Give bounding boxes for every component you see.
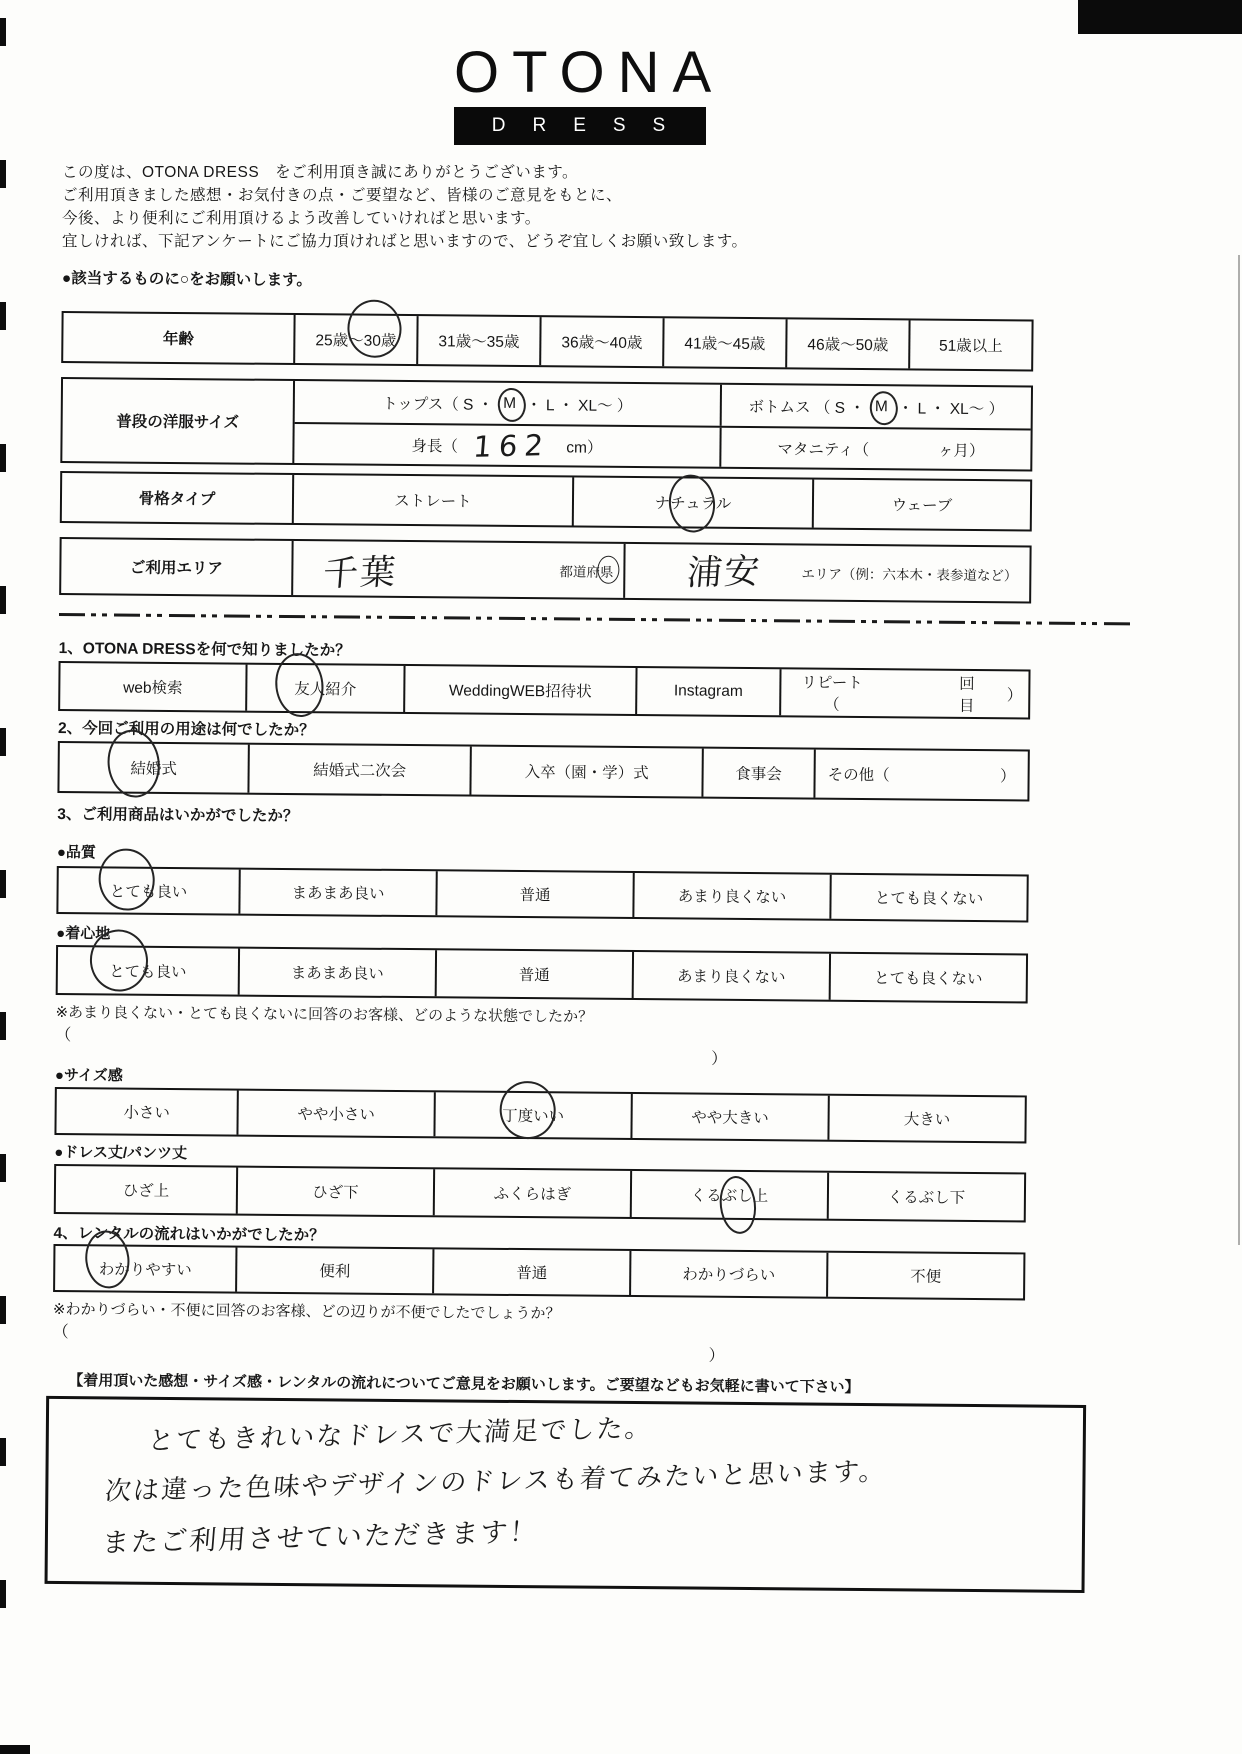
prefecture-label <box>559 560 613 580</box>
size-row-bottom <box>294 422 1030 469</box>
paren-close: ） <box>711 1050 728 1068</box>
scan-mark <box>0 444 6 472</box>
other-suffix: ） <box>1000 768 1016 786</box>
size-feel-big: 大きい <box>827 1096 1024 1142</box>
height-prefix: 身長（ <box>411 437 459 455</box>
usage-area-label: ご利用エリア <box>129 559 223 578</box>
q2-option-afterparty: 結婚式二次会 <box>247 745 469 795</box>
age-option-31-35: 31歳～35歳 <box>416 316 539 365</box>
quality-very-good <box>58 868 238 914</box>
quality-good: まあまあ良い <box>238 870 435 916</box>
length-calf: ふくらはぎ <box>433 1169 630 1217</box>
size-feel-bit-big: やや大きい <box>630 1094 827 1140</box>
bottoms-suffix: ・ L ・ XL～ ） <box>897 399 1005 418</box>
bottoms-size-cell <box>720 385 1031 429</box>
q2-title: 2、今回ご利用の用途は何でしたか？ <box>57 719 315 740</box>
q4-answer-parens <box>52 1319 1172 1369</box>
age-option-25-30 <box>293 315 416 364</box>
rating-label: とても良い <box>109 883 188 902</box>
handwritten-comment-line: またご利用させていただきます！ <box>100 1516 540 1559</box>
intro-line: 今後、より便利にご利用頂けるよう改善していければと思います。 <box>62 210 541 227</box>
q1-option-web: web検索 <box>123 679 183 698</box>
q4-confusing: わかりづらい <box>629 1251 826 1297</box>
brand-sub-bar: DRESS <box>454 107 706 145</box>
q2-option-label: 結婚式 <box>130 760 177 779</box>
prefecture-label-text: 都道府 <box>559 564 600 580</box>
q3-bad-note: ※あまり良くない・とても良くないに回答のお客様、どのような状態でしたか？ <box>55 1003 594 1026</box>
age-table <box>61 311 1033 371</box>
scan-artifact-bottom-left <box>0 1745 30 1754</box>
bottoms-prefix: ボトムス （ S ・ <box>748 398 865 417</box>
paren-open: （ <box>55 1026 72 1045</box>
intro-line: 宜しければ、下記アンケートにご協力頂ければと思いますので、どうぞ宜しくお願い致します。 <box>62 233 748 250</box>
q1-option-label: 友人紹介 <box>294 681 357 699</box>
height-handwritten-value: 162 <box>472 427 552 464</box>
quality-table <box>56 866 1028 922</box>
q1-title: 1、OTONA DRESSを何で知りましたか？ <box>58 639 351 660</box>
age-option-41-45: 41歳～45歳 <box>662 318 785 367</box>
scan-mark <box>0 728 6 756</box>
scan-mark <box>0 1438 6 1466</box>
quality-not-good: あまり良くない <box>632 873 829 919</box>
maternity-cell <box>719 428 1030 470</box>
q4-title: 4、レンタルの流れはいかがでしたか？ <box>53 1224 325 1245</box>
q2-option-ceremony: 入卒（園・学）式 <box>469 747 701 797</box>
length-below-ankle: くるぶし下 <box>827 1173 1024 1221</box>
q2-option-wedding <box>59 743 247 793</box>
scan-artifact-right-edge <box>1238 255 1240 1245</box>
size-feel-label: ●サイズ感 <box>54 1066 123 1085</box>
q1-option-repeat <box>779 669 1028 717</box>
tops-suffix: ・ L ・ XL～ ） <box>526 396 633 415</box>
comfort-label: ●着心地 <box>56 924 111 943</box>
length-table <box>54 1164 1026 1222</box>
intro-paragraph <box>62 161 1182 253</box>
scan-mark <box>0 1012 6 1040</box>
scan-mark <box>0 18 6 46</box>
comfort-not-good: あまり良くない <box>632 952 829 1000</box>
dashed-divider <box>59 613 1131 625</box>
q4-bad-note: ※わかりづらい・不便に回答のお客様、どの辺りが不便でしたでしょうか？ <box>52 1300 561 1323</box>
comfort-good: まあまあ良い <box>238 949 435 997</box>
q2-option-other <box>813 750 1027 800</box>
bottoms-selected-size: M <box>874 397 888 415</box>
length-below-knee: ひざ下 <box>236 1168 433 1216</box>
paren-close: ） <box>708 1347 725 1365</box>
q4-option-label: わかりやすい <box>98 1261 192 1280</box>
q4-easy <box>55 1246 235 1292</box>
comments-heading: 【着用頂いた感想・サイズ感・レンタルの流れについてご意見をお願いします。ご要望などもお気軽に書いて下さい】 <box>68 1372 860 1397</box>
skeleton-option-wave: ウェーブ <box>812 480 1030 530</box>
intro-line: この度は、OTONA DRESS をご利用頂き誠にありがとうございます。 <box>62 164 578 181</box>
skeleton-type-table <box>60 471 1032 531</box>
scan-mark <box>0 1580 6 1608</box>
size-feel-label-text: 丁度いい <box>502 1107 565 1126</box>
length-label: ●ドレス丈/パンツ丈 <box>54 1143 188 1163</box>
height-cell <box>294 424 719 467</box>
brand-name: OTONA <box>454 40 725 105</box>
age-option-label: 25歳～30歳 <box>315 332 397 350</box>
prefecture-circled-suffix: 県 <box>600 561 614 581</box>
paren-open: （ <box>52 1323 69 1342</box>
skeleton-option-straight: ストレート <box>292 475 572 525</box>
prefecture-cell <box>291 541 623 598</box>
other-prefix: その他（ <box>827 766 890 785</box>
tops-prefix: トップス（ S ・ <box>382 395 494 414</box>
size-feel-small: 小さい <box>123 1104 170 1122</box>
comfort-normal: 普通 <box>435 950 632 998</box>
q2-option-dinner: 食事会 <box>701 749 813 798</box>
handwritten-comment-line: 次は違った色味やデザインのドレスも着てみたいと思います。 <box>103 1456 889 1508</box>
repeat-middle: 回目 <box>958 675 975 715</box>
prefecture-handwritten-value: 千葉 <box>321 552 399 595</box>
q4-normal: 普通 <box>432 1249 629 1295</box>
instruction-heading: ●該当するものに○をお願いします。 <box>61 269 312 290</box>
rating-label: とても良い <box>109 963 187 982</box>
intro-line: ご利用頂きました感想・お気付きの点・ご要望など、皆様のご意見をもとに、 <box>62 187 623 204</box>
tops-selected-size: M <box>503 394 517 412</box>
scan-mark <box>0 302 6 330</box>
q1-table <box>58 661 1030 719</box>
q4-convenient: 便利 <box>235 1248 432 1294</box>
q1-option-instagram: Instagram <box>635 668 779 715</box>
scan-mark <box>0 586 6 614</box>
age-option-51plus: 51歳以上 <box>908 320 1031 369</box>
maternity-suffix: ヶ月） <box>937 442 985 460</box>
size-feel-just-right <box>433 1092 630 1138</box>
length-above-ankle <box>630 1171 827 1219</box>
skeleton-option-label: ナチュラル <box>654 495 732 513</box>
comfort-very-bad: とても良くない <box>829 954 1026 1002</box>
skeleton-option-natural <box>572 477 812 527</box>
clothing-size-table <box>60 377 1033 471</box>
area-cell <box>623 544 1029 602</box>
q1-option-wedding-web: WeddingWEB招待状 <box>403 666 635 714</box>
quality-very-bad: とても良くない <box>829 875 1026 921</box>
form-content <box>52 0 1182 1584</box>
scan-mark <box>0 1154 6 1182</box>
quality-normal: 普通 <box>435 871 632 917</box>
skeleton-label: 骨格タイプ <box>138 490 216 509</box>
scan-mark <box>0 870 6 898</box>
tops-size-cell <box>295 381 720 426</box>
age-option-36-40: 36歳～40歳 <box>539 317 662 366</box>
q4-inconvenient: 不便 <box>826 1253 1023 1299</box>
size-feel-table <box>54 1087 1026 1143</box>
length-above-knee: ひざ上 <box>122 1182 170 1200</box>
q1-option-referral <box>245 665 403 712</box>
handwritten-comment-line: とてもきれいなドレスで大満足でした。 <box>146 1413 654 1457</box>
size-feel-bit-small: やや小さい <box>236 1091 433 1137</box>
age-option-46-50: 46歳～50歳 <box>785 319 908 368</box>
repeat-prefix: リピート（ <box>801 674 863 714</box>
q4-table <box>53 1244 1025 1300</box>
area-example-label: エリア（例：六本木・表参道など） <box>801 566 1018 584</box>
scan-mark <box>0 1296 6 1324</box>
usage-area-table <box>59 537 1031 603</box>
clothing-size-cells <box>292 381 1031 469</box>
clothing-size-label: 普段の洋服サイズ <box>116 413 240 432</box>
q3-title: 3、ご利用商品はいかがでしたか？ <box>57 805 299 826</box>
length-label-text: くるぶし上 <box>690 1187 769 1206</box>
form-body <box>51 269 1182 1594</box>
comments-box <box>45 1396 1087 1593</box>
height-suffix: cm） <box>566 438 603 457</box>
age-label: 年齢 <box>162 330 194 349</box>
logo <box>454 40 725 145</box>
repeat-suffix: ） <box>1006 687 1023 705</box>
area-handwritten-value: 浦安 <box>685 551 763 594</box>
maternity-prefix: マタニティ（ <box>777 440 870 459</box>
size-row-top <box>295 381 1031 428</box>
q2-table <box>57 741 1029 801</box>
comfort-very-good <box>58 947 238 995</box>
scan-mark <box>0 160 6 188</box>
comfort-table <box>56 945 1028 1003</box>
quality-label: ●品質 <box>56 843 97 862</box>
